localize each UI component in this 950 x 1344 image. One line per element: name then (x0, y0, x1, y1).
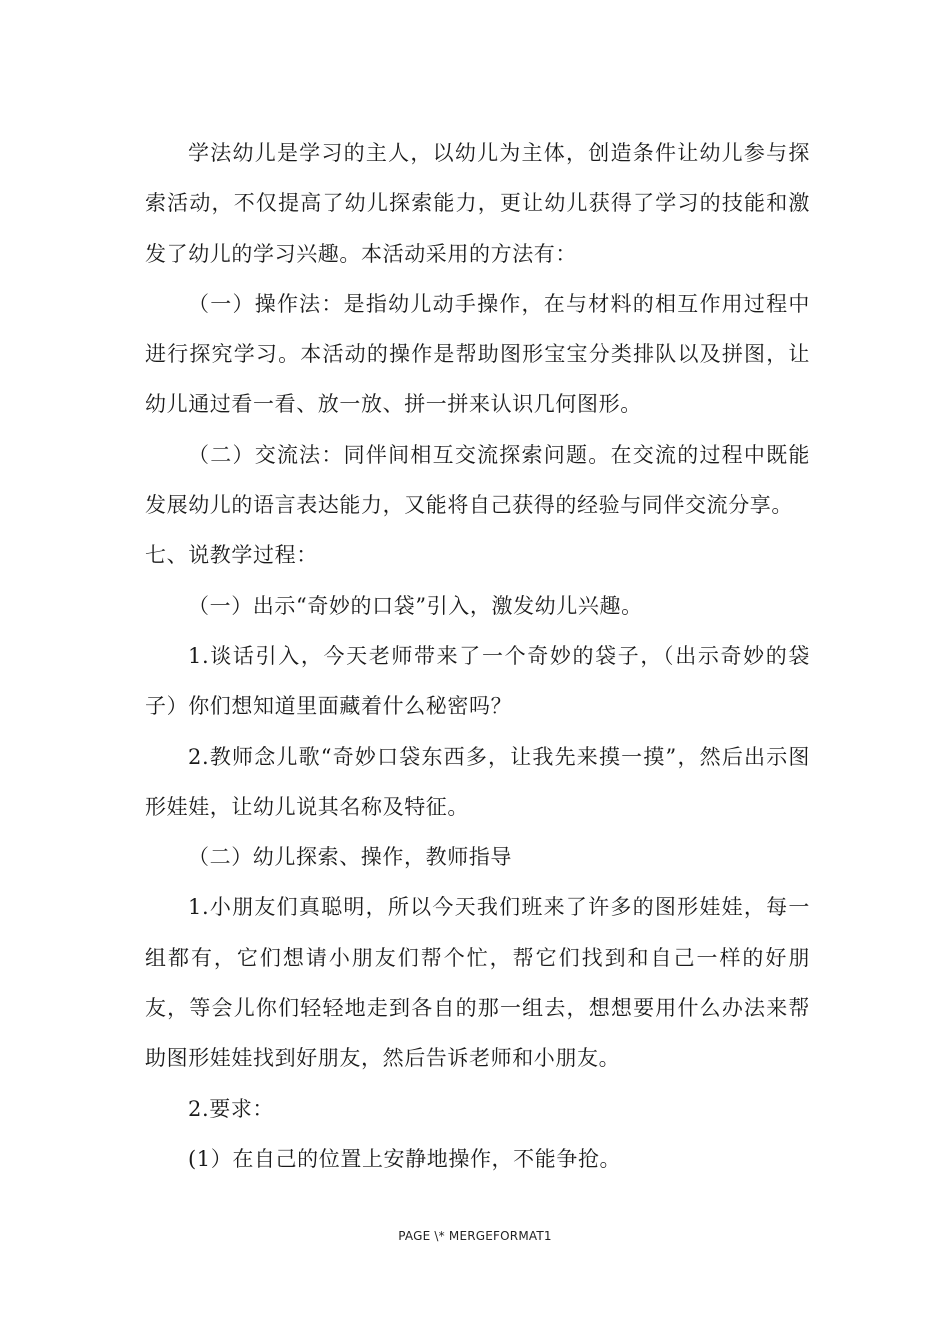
paragraph-step-one-item-2: 2.教师念儿歌“奇妙口袋东西多，让我先来摸一摸”，然后出示图形娃娃，让幼儿说其名称及特征。 (145, 744, 810, 819)
page-footer: PAGE \* MERGEFORMAT1 (398, 1229, 552, 1243)
paragraph-step-two: （二）幼儿探索、操作，教师指导 (188, 845, 512, 870)
document-body (145, 128, 810, 1184)
paragraph-learning-method: 学法幼儿是学习的主人，以幼儿为主体，创造条件让幼儿参与探索活动，不仅提高了幼儿探索能力，更让幼儿获得了学习的技能和激发了幼儿的学习兴趣。本活动采用的方法有： (145, 141, 810, 266)
paragraph-step-one: （一）出示“奇妙的口袋”引入，激发幼儿兴趣。 (188, 593, 643, 618)
paragraph-operation-method: （一）操作法：是指幼儿动手操作，在与材料的相互作用过程中进行探究学习。本活动的操作是帮助图形宝宝分类排队以及拼图，让幼儿通过看一看、放一放、拼一拼来认识几何图形。 (145, 291, 810, 417)
paragraph-step-two-item-1: 1.小朋友们真聪明，所以今天我们班来了许多的图形娃娃，每一组都有，它们想请小朋友们帮个忙，帮它们找到和自己一样的好朋友，等会儿你们轻轻地走到各自的那一组去，想想要用什么办法来帮助图形娃娃找到好朋友，然后告诉老师和小朋友。 (145, 895, 810, 1071)
paragraph-requirement-1: (1）在自己的位置上安静地操作，不能争抢。 (188, 1146, 622, 1171)
section-heading-teaching-process: 七、说教学过程： (145, 543, 318, 568)
paragraph-communication-method: （二）交流法：同伴间相互交流探索问题。在交流的过程中既能发展幼儿的语言表达能力，又能将自己获得的经验与同伴交流分享。 (145, 442, 810, 518)
paragraph-step-one-item-1: 1.谈话引入，今天老师带来了一个奇妙的袋子，（出示奇妙的袋子）你们想知道里面藏着什么秘密吗？ (145, 643, 810, 719)
paragraph-step-two-item-2: 2.要求： (188, 1096, 275, 1121)
